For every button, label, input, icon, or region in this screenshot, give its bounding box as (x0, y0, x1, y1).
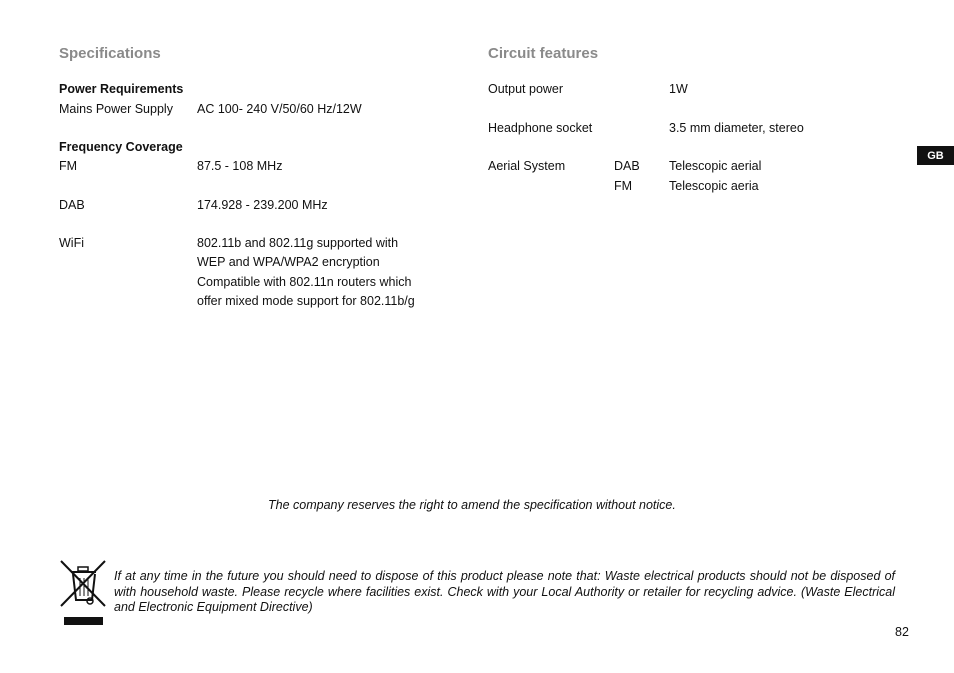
aerial-dab-band: DAB (614, 159, 640, 173)
circuit-features-heading: Circuit features (488, 45, 599, 62)
output-power-value: 1W (669, 82, 688, 96)
aerial-dab-value: Telescopic aerial (669, 159, 762, 173)
mains-power-supply-value: AC 100- 240 V/50/60 Hz/12W (197, 102, 362, 116)
output-power-label: Output power (488, 82, 564, 96)
fm-label: FM (59, 159, 78, 173)
aerial-fm-band: FM (614, 179, 633, 193)
mains-power-supply-label: Mains Power Supply (59, 102, 173, 116)
crossed-out-wheelie-bin-icon (58, 558, 108, 628)
dab-value: 174.928 - 239.200 MHz (197, 198, 328, 212)
frequency-coverage-title: Frequency Coverage (59, 140, 183, 154)
dab-label: DAB (59, 198, 85, 212)
wifi-line-3: Compatible with 802.11n routers which (197, 275, 412, 289)
aerial-fm-value: Telescopic aeria (669, 179, 759, 193)
page-number: 82 (895, 625, 909, 639)
wifi-line-1: 802.11b and 802.11g supported with (197, 236, 399, 250)
wifi-line-2: WEP and WPA/WPA2 encryption (197, 255, 380, 269)
fm-value: 87.5 - 108 MHz (197, 159, 283, 173)
wifi-line-4: offer mixed mode support for 802.11b/g (197, 294, 415, 308)
weee-disposal-text: If at any time in the future you should need to dispose of this product please note that: Waste electrical products should not be disposed of with household waste. Please recycle where facilities exist. Check with your Local Authority or retailer for recycling advice. (Waste Electrical and Electronic Equipment Directive) (114, 569, 895, 614)
headphone-socket-value: 3.5 mm diameter, stereo (669, 121, 804, 135)
headphone-socket-label: Headphone socket (488, 121, 593, 135)
specifications-heading: Specifications (59, 45, 161, 62)
wifi-label: WiFi (59, 236, 84, 250)
aerial-system-label: Aerial System (488, 159, 566, 173)
power-requirements-title: Power Requirements (59, 82, 184, 96)
language-tab-gb: GB (917, 146, 954, 165)
amendment-notice: The company reserves the right to amend the specification without notice. (268, 498, 676, 512)
